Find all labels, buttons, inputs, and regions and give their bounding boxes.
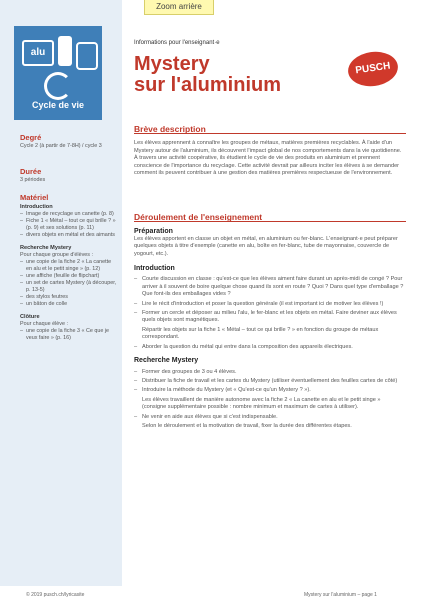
recycle-icon xyxy=(44,72,72,100)
recherche-material-list xyxy=(20,259,118,308)
list-item: – Aborder la question du métal qui entre dans la composition des appareils électriques. xyxy=(142,344,406,351)
duree-title: Durée xyxy=(20,167,42,176)
cloture-material-list xyxy=(20,328,118,342)
alu-label: alu xyxy=(22,40,54,66)
sidebar xyxy=(0,0,122,586)
page-title xyxy=(134,54,281,96)
list-item: – une affiche (feuille de flipchart) xyxy=(26,273,118,280)
list-item: – un bâton de colle xyxy=(26,301,118,308)
preparation-text: Les élèves apportent en classe un objet en métal, en aluminium ou fer-blanc. L'enseignant·e peut préparer quelques objets à titre d'exemple (canette en alu, boîte en fer-blanc, tube de mayonnaise, couvercle de yogourt, etc.). xyxy=(134,235,398,257)
list-item: – Image de recyclage un canette (p. 8) xyxy=(26,211,118,218)
pusch-logo: PUSCH xyxy=(346,49,400,90)
list-item: – divers objets en métal et des aimants xyxy=(26,232,118,239)
list-item: – Former des groupes de 3 ou 4 élèves. xyxy=(142,369,406,376)
cloture-material-sub: Pour chaque élève : xyxy=(20,321,68,327)
list-item: – Former un cercle et déposer au milieu l'alu, le fer-blanc et les objets en métal. Faire deviner aux élèves quels objets sont magnétiques. xyxy=(142,310,406,325)
can-icon xyxy=(58,36,72,66)
introduction-list-end xyxy=(134,344,406,351)
list-item: – un set de cartes Mystery (à découper, p. 13-5) xyxy=(26,280,118,294)
recherche-title: Recherche Mystery xyxy=(134,357,199,365)
breve-section xyxy=(134,126,406,177)
intro-material-title: Introduction xyxy=(20,204,53,210)
material-block xyxy=(20,194,118,342)
list-item: – Fiche 1 « Métal – tout ce qui brille ? » (p. 9) et ses solutions (p. 11) xyxy=(26,218,118,232)
header-subtitle: Informations pour l'enseignant·e xyxy=(134,40,220,46)
introduction-list xyxy=(134,276,406,324)
recherche-indent-1: Les élèves travaillent de manière autonome avec la fiche 2 « La canette en alu et le petit singe » (consigne supplémentaire possible : nombre minimum et maximum de cartes à utiliser). xyxy=(142,396,381,411)
recherche-material-title: Recherche Mystery xyxy=(20,245,72,251)
title-line-1: Mystery xyxy=(134,53,210,75)
recherche-list xyxy=(134,369,406,395)
breve-text: Les élèves apprennent à connaître les groupes de métaux, matières premières recyclables. À l'aide d'un Mystery autour de l'aluminium, ils découvrent l'impact global de nos comportements dans la vie quotidienne. À travers une activité coopérative, ils étudient le cycle de vie des produits en aluminium et prennent conscience de l'importance du recyclage. Cette activité devrait par ailleurs inciter les élèves à se demander comment ils peuvent contribuer à une gestion des matières premières respectueuse de l'environnement. xyxy=(134,140,402,177)
breve-title: Brève description xyxy=(134,124,206,134)
bottle-icon xyxy=(76,42,98,70)
logo-caption: Cycle de vie xyxy=(31,100,85,110)
zoom-out-button[interactable]: Zoom arrière xyxy=(144,0,214,15)
list-item: – une copie de la fiche 2 « La canette en alu et le petit singe » (p. 12) xyxy=(26,259,118,273)
list-item: – une copie de la fiche 3 « Ce que je veux faire » (p. 16) xyxy=(26,328,118,342)
list-item: – Courte discussion en classe : qu'est-ce que les élèves aiment faire durant un après-midi de congé ? Pour arriver à il souvent de boire quelque chose quand ils sont en route ? Quoi ? Dans quel type d'emballage ? Que font-ils des emballages vides ? xyxy=(142,276,406,298)
recherche-indent-2: Selon le déroulement et la motivation de travail, fixer la durée des différentes étapes. xyxy=(142,422,352,429)
recherche-list-end xyxy=(134,414,406,421)
preparation-title: Préparation xyxy=(134,228,173,236)
recherche-material-sub: Pour chaque groupe d'élèves : xyxy=(20,252,93,258)
list-item: – Distribuer la fiche de travail et les cartes du Mystery (utiliser éventuellement des feuilles cartes de côté) xyxy=(142,378,406,385)
list-item: – Introduire la méthode du Mystery (et « Qu'est-ce qu'un Mystery ? »). xyxy=(142,387,406,394)
introduction-title: Introduction xyxy=(134,265,175,273)
degre-title: Degré xyxy=(20,133,42,142)
degre-text: Cycle 2 (à partir de 7-8H) / cycle 3 xyxy=(20,143,102,149)
footer-copyright: © 2019 pusch.ch/lyricasite xyxy=(26,592,85,598)
intro-material-list xyxy=(20,211,118,239)
title-line-2: sur l'aluminium xyxy=(134,74,282,96)
material-title: Matériel xyxy=(20,193,49,202)
duree-text: 3 périodes xyxy=(20,177,46,183)
cycle-de-vie-logo xyxy=(14,26,102,120)
list-item: – des stylos feutres xyxy=(26,294,118,301)
footer-page-number: Mystery sur l'aluminium – page 1 xyxy=(304,592,377,598)
deroulement-section xyxy=(134,214,406,432)
deroulement-title: Déroulement de l'enseignement xyxy=(134,212,263,222)
list-item: – Ne venir en aide aux élèves que si c'est indispensable. xyxy=(142,414,406,421)
introduction-indent: Répartir les objets sur la fiche 1 « Métal – tout ce qui brille ? » en fonction du groupe de métaux correspondant. xyxy=(142,326,379,341)
cloture-material-title: Clôture xyxy=(20,314,40,320)
duree-block xyxy=(20,168,118,184)
degre-block xyxy=(20,134,118,150)
list-item: – Lire le récit d'introduction et poser la question générale (il est important ici de motiver les élèves !) xyxy=(142,301,406,308)
